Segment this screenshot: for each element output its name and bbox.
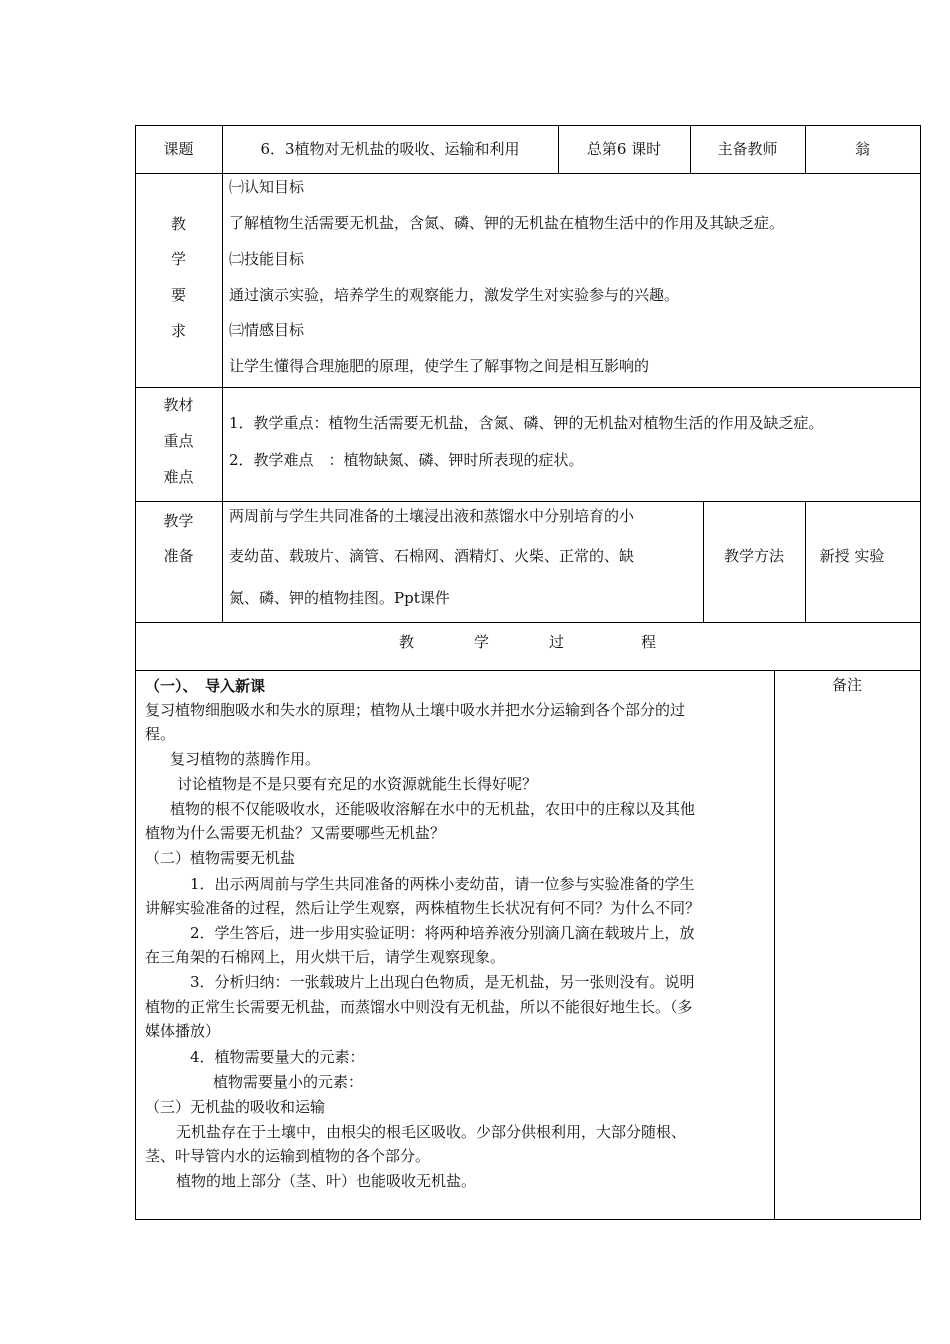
preparation-line: 氮、磷、钾的植物挂图。Ppt课件 (229, 589, 450, 607)
preparation-line: 麦幼苗、载玻片、滴管、石棉网、酒精灯、火柴、正常的、缺 (229, 547, 635, 565)
preparation-label-line: 教学 (163, 512, 194, 530)
teacher-label: 主备教师 (717, 140, 778, 158)
requirements-label-char: 学 (170, 250, 186, 268)
process-title-char: 程 (641, 633, 657, 651)
method-value: 新授 实验 (819, 547, 885, 565)
process-line: 植物的正常生长需要无机盐，而蒸馏水中则没有无机盐，所以不能很好地生长。（多 (145, 998, 693, 1016)
lesson-title: 6．3植物对无机盐的吸收、运输和利用 (260, 140, 520, 158)
notes-label: 备注 (831, 676, 862, 694)
preparation-label-line: 准备 (163, 547, 194, 565)
requirements-line: ㈢情感目标 (229, 321, 305, 339)
requirements-label-char: 求 (170, 322, 186, 340)
requirements-line: ㈡技能目标 (229, 250, 305, 268)
process-line: 植物的根不仅能吸收水，还能吸收溶解在水中的无机盐，农田中的庄稼以及其他 (170, 800, 696, 818)
process-line: 无机盐存在于土壤中，由根尖的根毛区吸收。少部分供根利用，大部分随根、 (176, 1123, 687, 1141)
process-title-char: 过 (549, 633, 565, 651)
period-count: 总第6 课时 (586, 140, 662, 158)
process-line: 植物的地上部分（茎、叶）也能吸收无机盐。 (176, 1172, 477, 1190)
process-line: （一）、 导入新课 (145, 677, 266, 695)
process-title-char: 学 (474, 633, 490, 651)
process-line: （三）无机盐的吸收和运输 (145, 1098, 326, 1116)
requirements-label-char: 要 (170, 286, 186, 304)
requirements-label-char: 教 (170, 215, 186, 233)
process-line: 在三角架的石棉网上，用火烘干后，请学生观察现象。 (145, 948, 506, 966)
process-line: 3．分析归纳：一张载玻片上出现白色物质，是无机盐，另一张则没有。说明 (190, 973, 695, 991)
process-line: 媒体播放） (145, 1022, 221, 1040)
process-line: 植物需要量小的元素： (213, 1073, 364, 1091)
process-line: 讲解实验准备的过程，然后让学生观察，两株植物生长状况有何不同？为什么不同？ (145, 899, 701, 917)
preparation-line: 两周前与学生共同准备的土壤浸出液和蒸馏水中分别培育的小 (229, 507, 635, 525)
process-line: 1．出示两周前与学生共同准备的两株小麦幼苗，请一位参与实验准备的学生 (190, 875, 695, 893)
requirements-line: 了解植物生活需要无机盐，含氮、磷、钾的无机盐在植物生活中的作用及其缺乏症。 (229, 214, 785, 232)
method-label: 教学方法 (723, 547, 784, 565)
requirements-line: ㈠认知目标 (229, 178, 305, 196)
keypoints-line: 2．教学难点 ：植物缺氮、磷、钾时所表现的症状。 (229, 451, 584, 469)
process-title-char: 教 (399, 633, 415, 651)
process-line: 茎、叶导管内水的运输到植物的各个部分。 (145, 1147, 431, 1165)
keypoints-label-line: 教材 (163, 396, 194, 414)
process-line: 复习植物的蒸腾作用。 (170, 750, 321, 768)
process-line: （二）植物需要无机盐 (145, 849, 296, 867)
process-line: 植物为什么需要无机盐？又需要哪些无机盐？ (145, 824, 446, 842)
requirements-line: 通过演示实验，培养学生的观察能力，激发学生对实验参与的兴趣。 (229, 286, 680, 304)
process-line: 2．学生答后，进一步用实验证明：将两种培养液分别滴几滴在载玻片上，放 (190, 924, 695, 942)
keypoints-label-line: 难点 (163, 468, 194, 486)
teacher-name: 翁 (854, 140, 870, 158)
keypoints-line: 1．教学重点：植物生活需要无机盐，含氮、磷、钾的无机盐对植物生活的作用及缺乏症。 (229, 414, 824, 432)
process-line: 讨论植物是不是只要有充足的水资源就能生长得好呢？ (177, 775, 538, 793)
process-line: 4．植物需要量大的元素： (190, 1048, 365, 1066)
lesson-label: 课题 (163, 140, 194, 158)
requirements-line: 让学生懂得合理施肥的原理，使学生了解事物之间是相互影响的 (229, 357, 650, 375)
keypoints-label-line: 重点 (163, 432, 194, 450)
process-line: 复习植物细胞吸水和失水的原理；植物从土壤中吸水并把水分运输到各个部分的过 (145, 701, 686, 719)
process-line: 程。 (145, 725, 176, 743)
